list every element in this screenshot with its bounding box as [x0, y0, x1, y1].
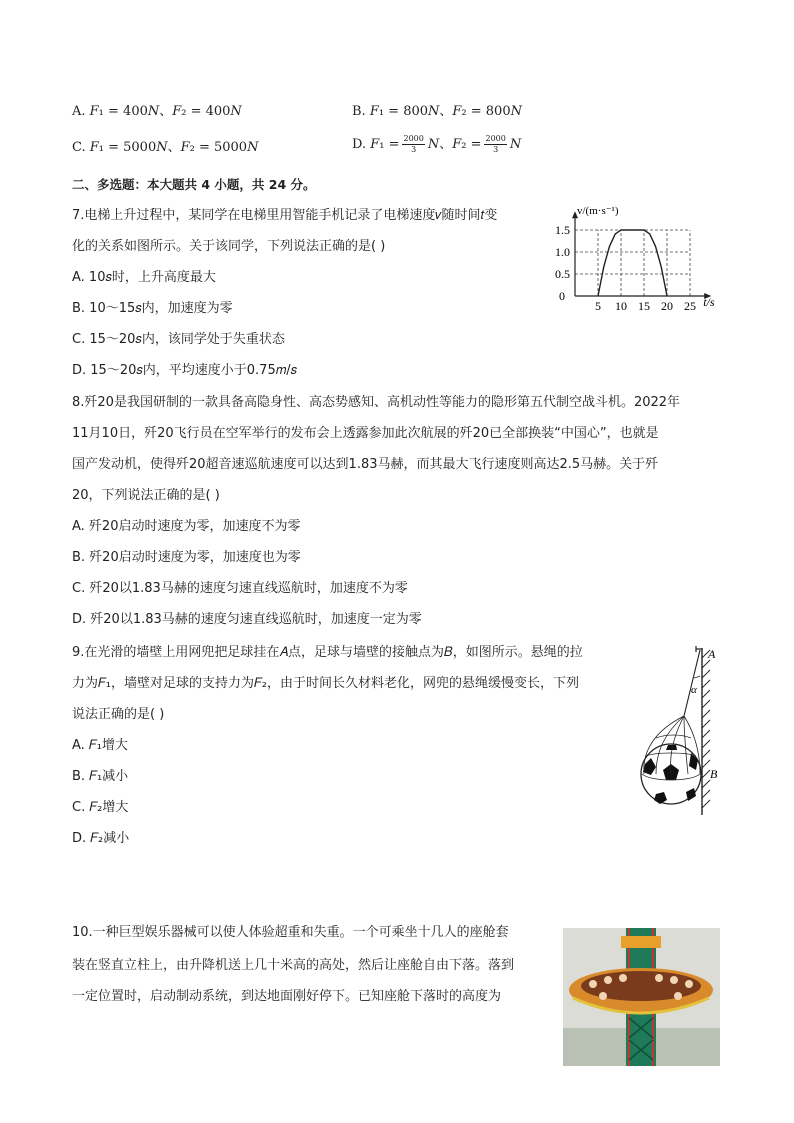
q8-line-3: 国产发动机，使得歼20超音速巡航速度可以达到1.83马赫，而其最大飞行速度则高达2.5马赫。关于歼	[72, 457, 659, 472]
velocity-time-chart	[540, 200, 730, 315]
q9-line-1: 9.在光滑的墙壁上用网兜把足球挂在𝐴点，足球与墙壁的接触点为𝐵，如图所示。悬绳的拉	[72, 645, 583, 660]
riders	[581, 971, 701, 1001]
q6-option-d	[352, 134, 521, 155]
angle-arc	[694, 676, 700, 678]
q7-option-b: B. 10～15𝑠内，加速度为零	[72, 301, 233, 316]
x-tick-label: 25	[684, 299, 696, 313]
q8-line-4: 20，下列说法正确的是( )	[72, 488, 220, 503]
fraction-numerator: 2000	[485, 134, 506, 143]
q10-line-1: 10.一种巨型娱乐器械可以使人体验超重和失重。一个可乘坐十几人的座舱套	[72, 925, 509, 940]
q10-line-3: 一定位置时，启动制动系统，到达地面刚好停下。已知座舱下落时的高度为	[72, 989, 502, 1004]
label-alpha: α	[691, 684, 697, 696]
q7-line-1: 7.电梯上升过程中，某同学在电梯里用智能手机记录了电梯速度𝑣随时间𝑡变	[72, 208, 498, 223]
q6-option-d-suffix: 𝑁	[509, 136, 522, 152]
fraction-numerator: 2000	[403, 134, 424, 143]
q6-option-a: A. 𝐹₁ = 400𝑁、𝐹₂ = 400𝑁	[72, 104, 242, 119]
velocity-curve	[598, 230, 667, 296]
q8-option-c: C. 歼20以1.83马赫的速度匀速直线巡航时，加速度不为零	[72, 581, 408, 596]
q9-line-3: 说法正确的是( )	[72, 707, 165, 722]
rope	[684, 650, 700, 716]
q7-option-d: D. 15～20𝑠内，平均速度小于0.75𝑚/𝑠	[72, 363, 298, 378]
q9-option-d: D. 𝐹₂减小	[72, 831, 130, 846]
q8-option-b: B. 歼20启动时速度为零，加速度也为零	[72, 550, 301, 565]
ball-on-wall-figure	[636, 640, 726, 820]
x-tick-label: 10	[615, 299, 627, 313]
q9-option-a: A. 𝐹₁增大	[72, 738, 128, 753]
q8-option-a: A. 歼20启动时速度为零，加速度不为零	[72, 519, 301, 534]
tower-top-light	[621, 936, 661, 948]
fraction-denominator: 3	[411, 145, 417, 154]
q9-line-2: 力为𝐹₁，墙壁对足球的支持力为𝐹₂，由于时间长久材料老化，网兜的悬绳缓慢变长，下列	[72, 676, 579, 691]
q8-line-1: 8.歼20是我国研制的一款具备高隐身性、高态势感知、高机动性等能力的隐形第五代制空战斗机。2022年	[72, 395, 681, 410]
y-tick-label: 0.5	[555, 267, 570, 281]
q10-line-2: 装在竖直立柱上，由升降机送上几十米高的高处，然后让座舱自由下落。落到	[72, 958, 515, 973]
origin-label: 0	[559, 289, 565, 303]
q8-line-2: 11月10日，歼20飞行员在空军举行的发布会上透露参加此次航展的歼20已全部换装“中国心”，也就是	[72, 426, 659, 441]
label-a: A	[708, 647, 716, 661]
y-tick-label: 1.0	[555, 245, 570, 259]
q6-option-d-prefix: D. 𝐹₁ =	[352, 136, 400, 152]
q6-option-c: C. 𝐹₁ = 5000𝑁、𝐹₂ = 5000𝑁	[72, 140, 259, 155]
x-tick-label: 15	[638, 299, 650, 313]
fraction-denominator: 3	[493, 145, 499, 154]
x-tick-label: 5	[595, 299, 601, 313]
label-b: B	[710, 767, 718, 781]
q6-option-d-fraction-1	[402, 134, 424, 155]
q6-option-d-fraction-2	[484, 134, 506, 155]
x-axis-label: t/s	[703, 295, 715, 309]
q7-line-2: 化的关系如图所示。关于该同学，下列说法正确的是( )	[72, 239, 386, 254]
q7-option-c: C. 15～20𝑠内，该同学处于失重状态	[72, 332, 285, 347]
q6-option-d-mid: 𝑁、𝐹₂ =	[427, 136, 482, 152]
q8-option-d: D. 歼20以1.83马赫的速度匀速直线巡航时，加速度一定为零	[72, 612, 422, 627]
q6-option-b: B. 𝐹₁ = 800𝑁、𝐹₂ = 800𝑁	[352, 104, 522, 119]
x-tick-label: 20	[661, 299, 673, 313]
q9-option-c: C. 𝐹₂增大	[72, 800, 129, 815]
q7-option-a: A. 10𝑠时，上升高度最大	[72, 270, 216, 285]
y-tick-label: 1.5	[555, 223, 570, 237]
q9-option-b: B. 𝐹₁减小	[72, 769, 129, 784]
y-axis-label: v/(m·s⁻¹)	[577, 205, 619, 217]
drop-tower-photo	[563, 928, 720, 1066]
section-heading: 二、多选题：本大题共 4 小题，共 24 分。	[72, 177, 316, 192]
wall-hatching	[702, 650, 710, 808]
